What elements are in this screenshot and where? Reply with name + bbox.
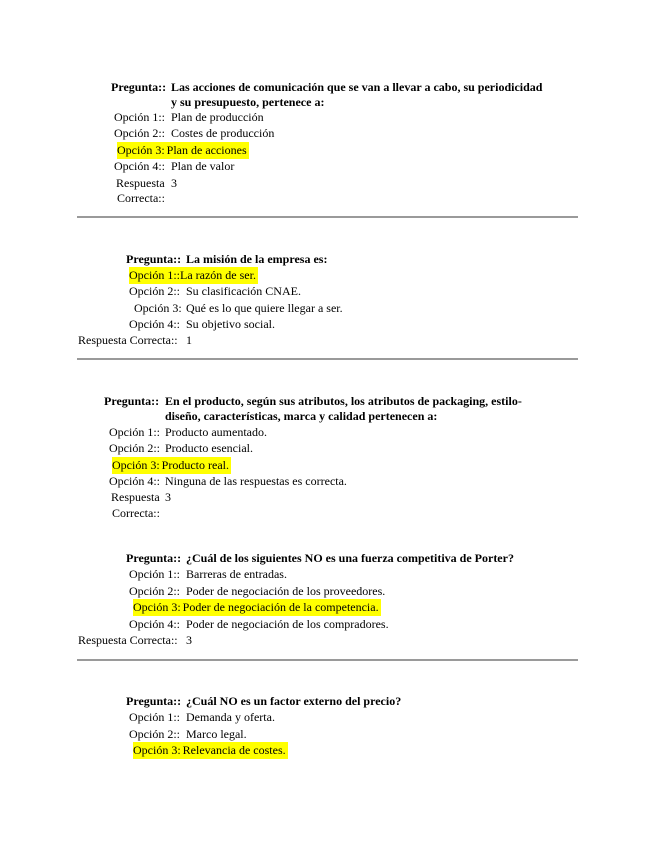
option-1-text: Plan de producción <box>171 110 264 124</box>
option-2-text: Su clasificación CNAE. <box>186 284 301 298</box>
option-3-correct <box>117 142 249 159</box>
option-4-label: Opción 4:: <box>109 474 160 488</box>
question-text-line1: Las acciones de comunicación que se van a llevar a cabo, su periodicidad <box>171 80 543 94</box>
answer-label: Respuesta Correcta:: <box>78 333 178 347</box>
option-1-label: Opción 1:: <box>129 710 180 724</box>
option-3-text: Plan de acciones <box>166 143 247 157</box>
answer-value: 1 <box>186 333 192 347</box>
option-2-text: Marco legal. <box>186 727 247 741</box>
answer-label-line2: Correcta:: <box>112 506 160 520</box>
answer-value: 3 <box>171 176 177 190</box>
option-2-text: Poder de negociación de los proveedores. <box>186 584 386 598</box>
option-4-label: Opción 4:: <box>129 617 180 631</box>
option-2-label: Opción 2:: <box>129 584 180 598</box>
question-label: Pregunta:: <box>104 394 160 408</box>
option-1-text: La razón de ser. <box>180 268 256 282</box>
option-1-label: Opción 1:: <box>109 425 160 439</box>
answer-label-line2: Correcta:: <box>117 191 165 205</box>
option-3-correct <box>112 457 231 474</box>
divider <box>77 659 578 661</box>
option-3-correct <box>133 742 288 759</box>
option-3-text: Relevancia de costes. <box>182 743 286 757</box>
option-3-text: Qué es lo que quiere llegar a ser. <box>186 301 343 315</box>
answer-label: Respuesta Correcta:: <box>78 633 178 647</box>
option-2-label: Opción 2:: <box>114 126 165 140</box>
divider <box>77 216 578 218</box>
option-1-text: Demanda y oferta. <box>186 710 275 724</box>
option-3-label: Opción 3: <box>134 301 182 315</box>
option-4-text: Poder de negociación de los compradores. <box>186 617 389 631</box>
question-label: Pregunta:: <box>126 551 182 565</box>
option-3-label: Opción 3: <box>133 743 181 757</box>
answer-label-line1: Respuesta <box>116 176 165 190</box>
question-text: ¿Cuál de los siguientes NO es una fuerza competitiva de Porter? <box>186 551 514 565</box>
question-text: La misión de la empresa es: <box>186 252 328 266</box>
option-3-label: Opción 3: <box>133 600 181 614</box>
question-label: Pregunta:: <box>126 252 182 266</box>
option-4-label: Opción 4:: <box>129 317 180 331</box>
option-1-text: Barreras de entradas. <box>186 567 287 581</box>
question-label: Pregunta:: <box>111 80 167 94</box>
option-2-label: Opción 2:: <box>129 727 180 741</box>
question-text-line2: y su presupuesto, pertenece a: <box>171 95 325 109</box>
option-1-text: Producto aumentado. <box>165 425 267 439</box>
option-1-label: Opción 1:: <box>129 567 180 581</box>
option-4-label: Opción 4:: <box>114 159 165 173</box>
option-4-text: Su objetivo social. <box>186 317 275 331</box>
option-3-text: Poder de negociación de la competencia. <box>182 600 379 614</box>
question-text: ¿Cuál NO es un factor externo del precio? <box>186 694 402 708</box>
question-label: Pregunta:: <box>126 694 182 708</box>
option-3-text: Producto real. <box>161 458 229 472</box>
option-3-correct <box>133 599 381 616</box>
question-text-line1: En el producto, según sus atributos, los atributos de packaging, estilo- <box>165 394 522 408</box>
option-2-label: Opción 2:: <box>129 284 180 298</box>
option-3-label: Opción 3: <box>112 458 160 472</box>
option-2-text: Costes de producción <box>171 126 275 140</box>
option-1-label: Opción 1:: <box>114 110 165 124</box>
option-1-label: Opción 1:: <box>129 268 180 282</box>
divider <box>77 358 578 360</box>
option-1-correct <box>129 267 258 284</box>
option-4-text: Ninguna de las respuestas es correcta. <box>165 474 347 488</box>
question-text-line2: diseño, características, marca y calidad pertenecen a: <box>165 409 438 423</box>
answer-value: 3 <box>186 633 192 647</box>
option-2-label: Opción 2:: <box>109 441 160 455</box>
option-3-label: Opción 3: <box>117 143 165 157</box>
answer-label-line1: Respuesta <box>111 490 160 504</box>
option-2-text: Producto esencial. <box>165 441 253 455</box>
option-4-text: Plan de valor <box>171 159 235 173</box>
answer-value: 3 <box>165 490 171 504</box>
